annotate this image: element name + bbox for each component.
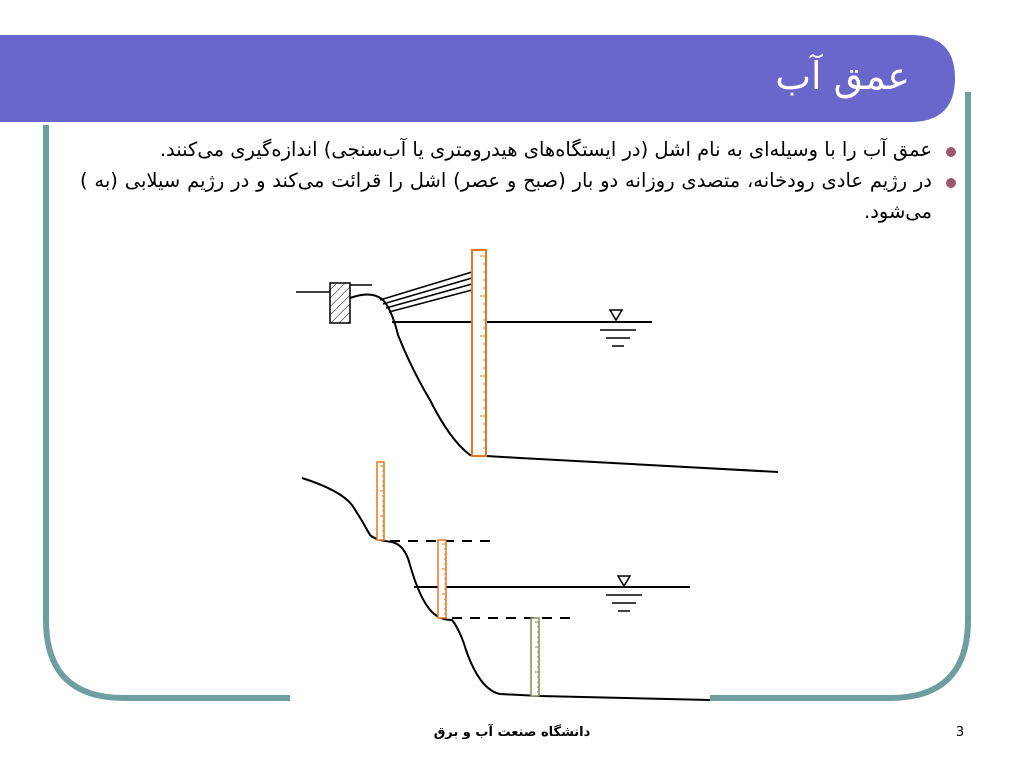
- bullet-text: عمق آب را با وسیله‌ای به نام اشل (در ایستگاه‌های هیدرومتری یا آب‌سنجی) اندازه‌گیری می‌کنند.: [159, 138, 932, 161]
- footer-university: دانشگاه صنعت آب و برق: [433, 725, 591, 740]
- water-level-icon: [600, 310, 636, 346]
- water-level-icon: [606, 576, 642, 611]
- slide-title: عمق آب: [775, 54, 910, 98]
- staff-gauge-lower: [531, 618, 539, 696]
- stepped-bank-line: [302, 478, 710, 700]
- page-number: 3: [955, 725, 965, 740]
- bottom-cross-section: [302, 462, 710, 700]
- staff-gauge-tall: [472, 250, 486, 456]
- staff-gauge-upper: [377, 462, 384, 540]
- staff-gauge-middle: [438, 540, 446, 618]
- gauge-post-icon: [330, 283, 350, 323]
- bullet-text: در رژیم عادی رودخانه، متصدی روزانه دو بار (صبح و عصر) اشل را قرائت می‌کند و در رژیم سیلابی (به ) می‌شود.: [80, 169, 932, 223]
